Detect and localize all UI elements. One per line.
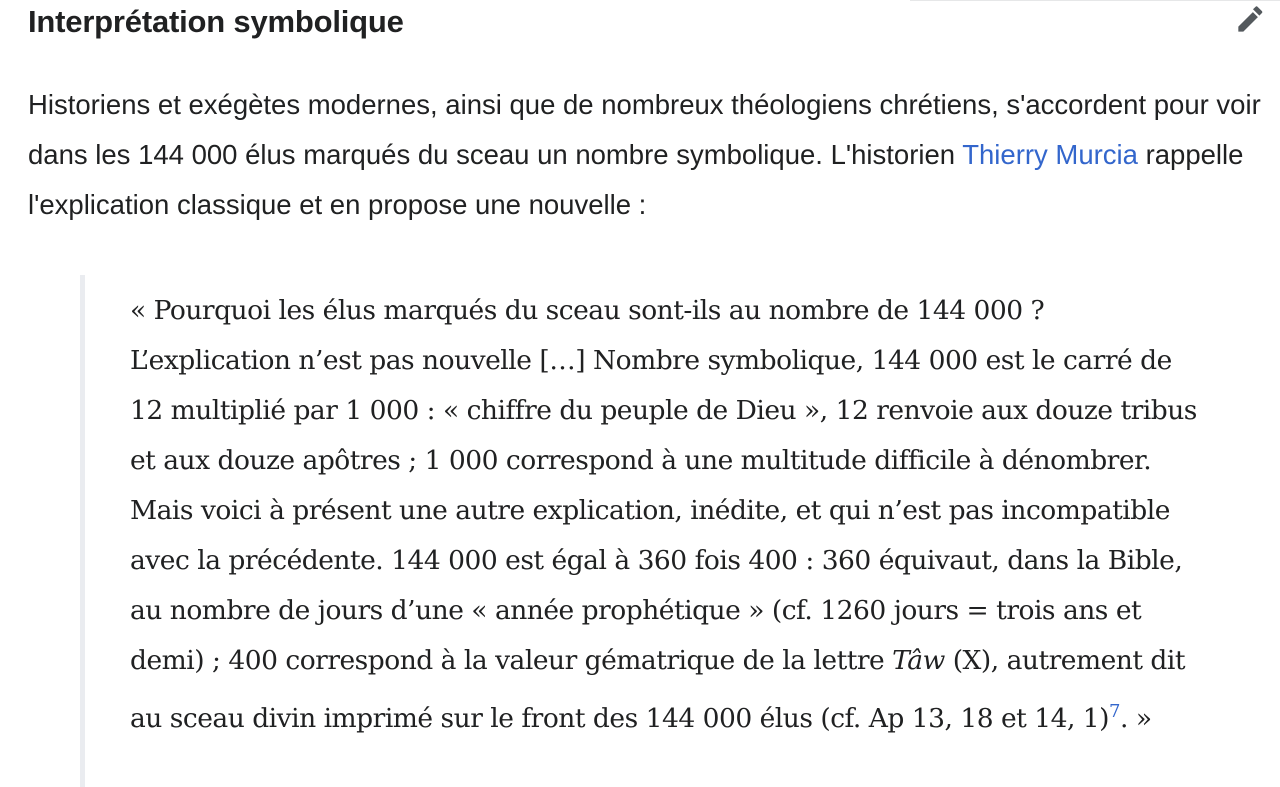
quote-part-1: « Pourquoi les élus marqués du sceau sont-ils au nombre de 144 000 ? L’explication n’est pas nouvelle […] Nombre symbolique, 144 000 est le carré de 12 multiplié par 1 000 : « chiffre du peuple de Dieu », 12 renvoie aux douze tribus et aux douze apôtres ; 1 000 correspond à une multitude difficile à dénombrer. Mais voici à présent une autre explication, inédite, et qui n’est pas incompatible avec la précédente. 144 000 est égal à 360 fois 400 : 360 équivaut, dans la Bible, au nombre de jours d’une « année prophétique » (cf. 1260 jours = trois ans et demi) ; 400 correspond à la valeur gématrique de la lettre: [130, 295, 1197, 676]
quote-italic-word: Tâw: [892, 645, 945, 676]
footnote-link[interactable]: 7: [1109, 701, 1120, 722]
footnote-ref: [1109, 698, 1120, 723]
edit-section-button[interactable]: [1236, 4, 1270, 38]
section-title: Interprétation symbolique: [28, 4, 404, 39]
intro-text-before: Historiens et exégètes modernes, ainsi que de nombreux théologiens chrétiens, s'accordent pour voir dans les 144 000 élus marqués du sceau un nombre symbolique. L'historien: [28, 89, 1261, 170]
intro-paragraph: [28, 80, 1268, 230]
quote-text: [130, 286, 1200, 744]
section-heading: [28, 0, 1252, 44]
blockquote: [80, 275, 1200, 787]
pencil-icon: [1237, 5, 1269, 37]
author-link[interactable]: Thierry Murcia: [962, 139, 1138, 170]
quote-closing: . »: [1119, 702, 1152, 734]
quote-part-2: (X), autrement dit au sceau divin imprimé sur le front des 144 000 élus (cf. Ap 13, 18 et 14, 1): [130, 645, 1185, 734]
intro-text-after: rappelle l'explication classique et en propose une nouvelle :: [28, 139, 1244, 220]
